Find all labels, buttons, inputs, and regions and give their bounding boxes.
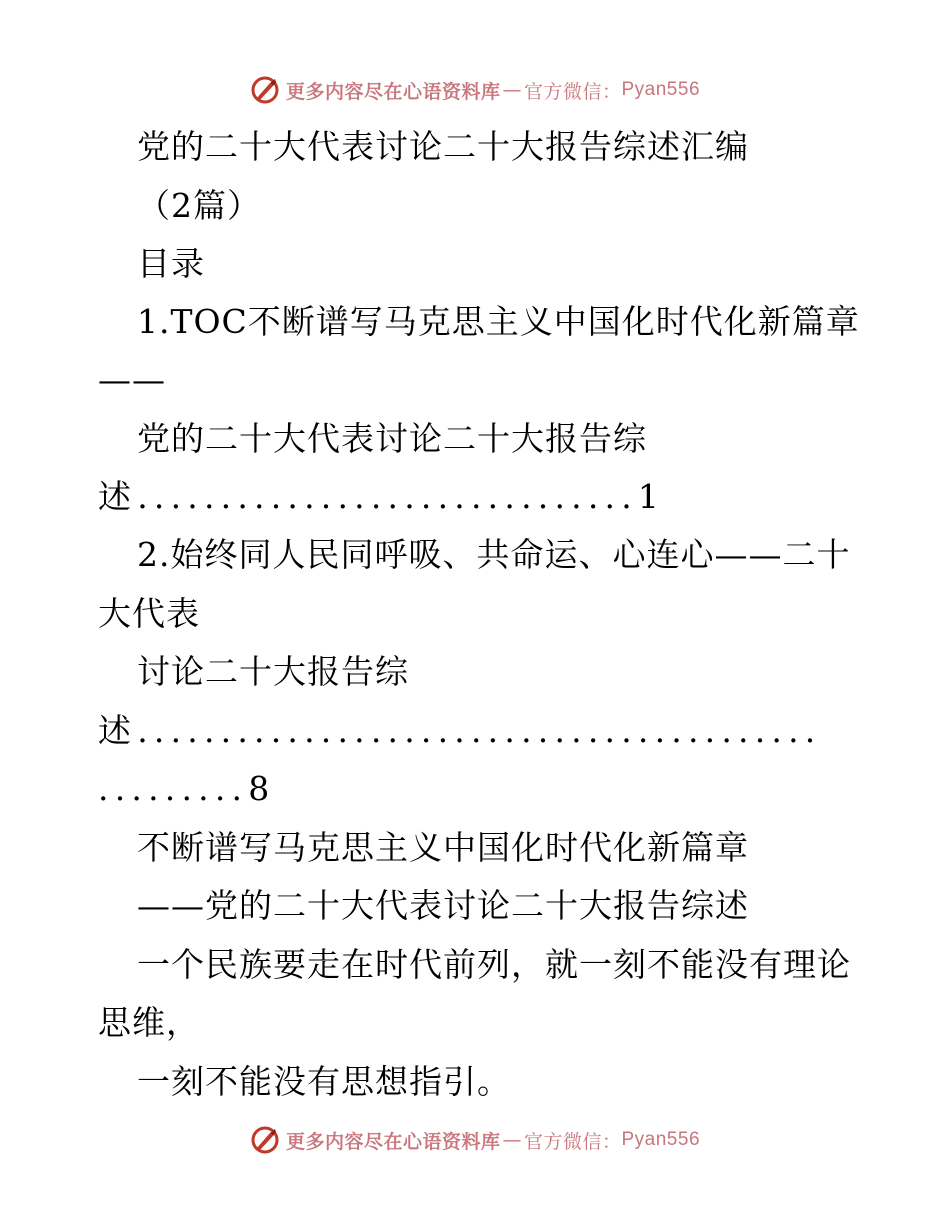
pen-logo-icon [250,75,280,105]
body-paragraph-line-1: 一个民族要走在时代前列，就一刻不能没有理论 [137,945,851,984]
section-subtitle: ——党的二十大代表讨论二十大报告综述 [137,886,749,925]
banner-separator: — [502,79,522,101]
toc-entry-1-line-2: —— [98,360,166,399]
toc-entry-2-leader: 述......................................... [98,711,822,750]
banner-wechat-id: Pyan556 [621,79,701,100]
toc-entry-2-line-1: 2.始终同人民同呼吸、共命运、心连心——二十 [137,535,851,574]
toc-entry-1-line-1: 1.TOC不断谱写马克思主义中国化时代化新篇章 [137,302,860,341]
toc-entry-1-line-3: 党的二十大代表讨论二十大报告综 [137,419,647,458]
toc-entry-1-leader: 述..............................1 [98,477,666,516]
toc-entry-2-line-3: 讨论二十大报告综 [137,652,409,691]
body-paragraph-line-3: 一刻不能没有思想指引。 [137,1062,511,1101]
document-title: 党的二十大代表讨论二十大报告综述汇编 [137,127,749,166]
toc-entry-2-page: .........8 [98,769,276,808]
banner-official-label: 官方微信： [523,1130,622,1153]
document-subtitle: （2篇） [137,186,261,225]
banner-main-text: 更多内容尽在心语资料库 [285,1130,501,1153]
body-paragraph-line-2: 思维， [98,1003,200,1042]
pen-logo-icon [250,1125,280,1155]
banner-wechat-id: Pyan556 [621,1129,701,1150]
toc-heading: 目录 [137,244,205,283]
header-watermark-banner [0,70,950,110]
banner-main-text: 更多内容尽在心语资料库 [285,80,501,103]
banner-official-label: 官方微信： [523,80,622,103]
section-title: 不断谱写马克思主义中国化时代化新篇章 [137,828,749,867]
toc-entry-2-line-2: 大代表 [98,594,200,633]
footer-watermark-banner [0,1120,950,1160]
banner-separator: — [502,1129,522,1151]
